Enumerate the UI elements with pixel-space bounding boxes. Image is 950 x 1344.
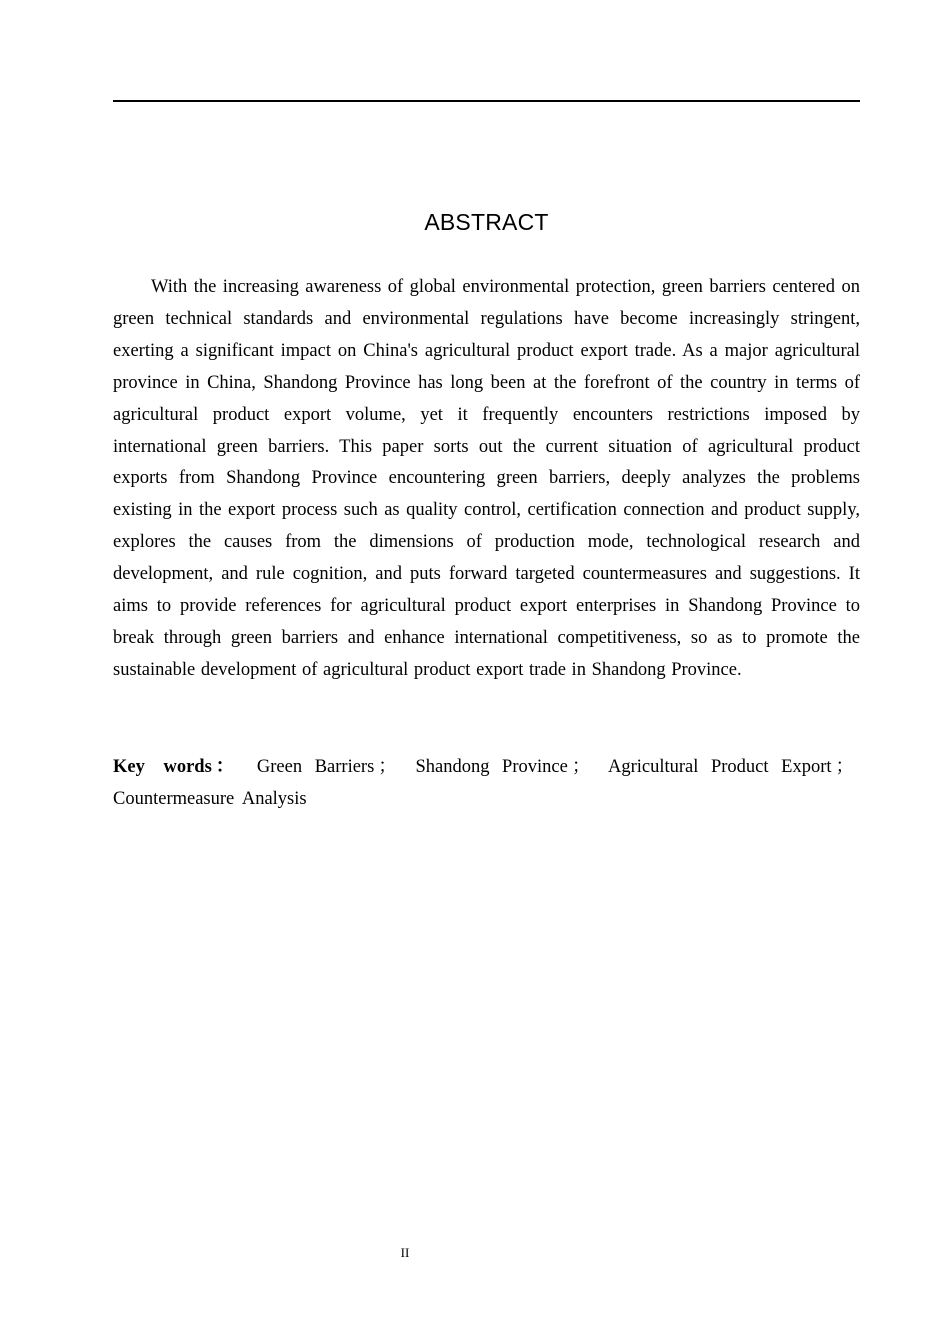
page-number: II — [400, 1245, 410, 1260]
keywords-line — [113, 751, 860, 815]
keyword-item: Countermeasure Analysis — [113, 789, 307, 809]
keyword-item: Shandong Province — [415, 757, 568, 777]
keyword-separator: ； — [571, 757, 591, 777]
keyword-separator: ； — [378, 757, 397, 777]
keyword-item: Green Barriers — [256, 757, 375, 777]
abstract-title: ABSTRACT — [424, 209, 549, 235]
abstract-body: With the increasing awareness of global environmental protection, green barriers centered on green technical standards and environmental regulations have become increasingly stringent, exerting a significant impact on China's agricultural product export trade. As a major agricultural province in China, Shandong Province has long been at the forefront of the country in terms of agricultural product export volume, yet it frequently encounters restrictions imposed by international green barriers. This paper sorts out the current situation of agricultural product exports from Shandong Province encountering green barriers, deeply analyzes the problems existing in the export process such as quality control, certification connection and product supply, explores the causes from the dimensions of production mode, technological research and development, and rule cognition, and puts forward targeted countermeasures and suggestions. It aims to provide references for agricultural product export enterprises in Shandong Province to break through green barriers and enhance international competitiveness, so as to promote the sustainable development of agricultural product export trade in Shandong Province. — [113, 277, 860, 680]
keyword-item: Agricultural Product Export — [607, 757, 832, 777]
header-rule — [113, 100, 860, 102]
keywords-colon: ： — [211, 757, 239, 777]
keyword-separator: ； — [835, 757, 855, 777]
keywords-label: Key words — [113, 757, 212, 777]
